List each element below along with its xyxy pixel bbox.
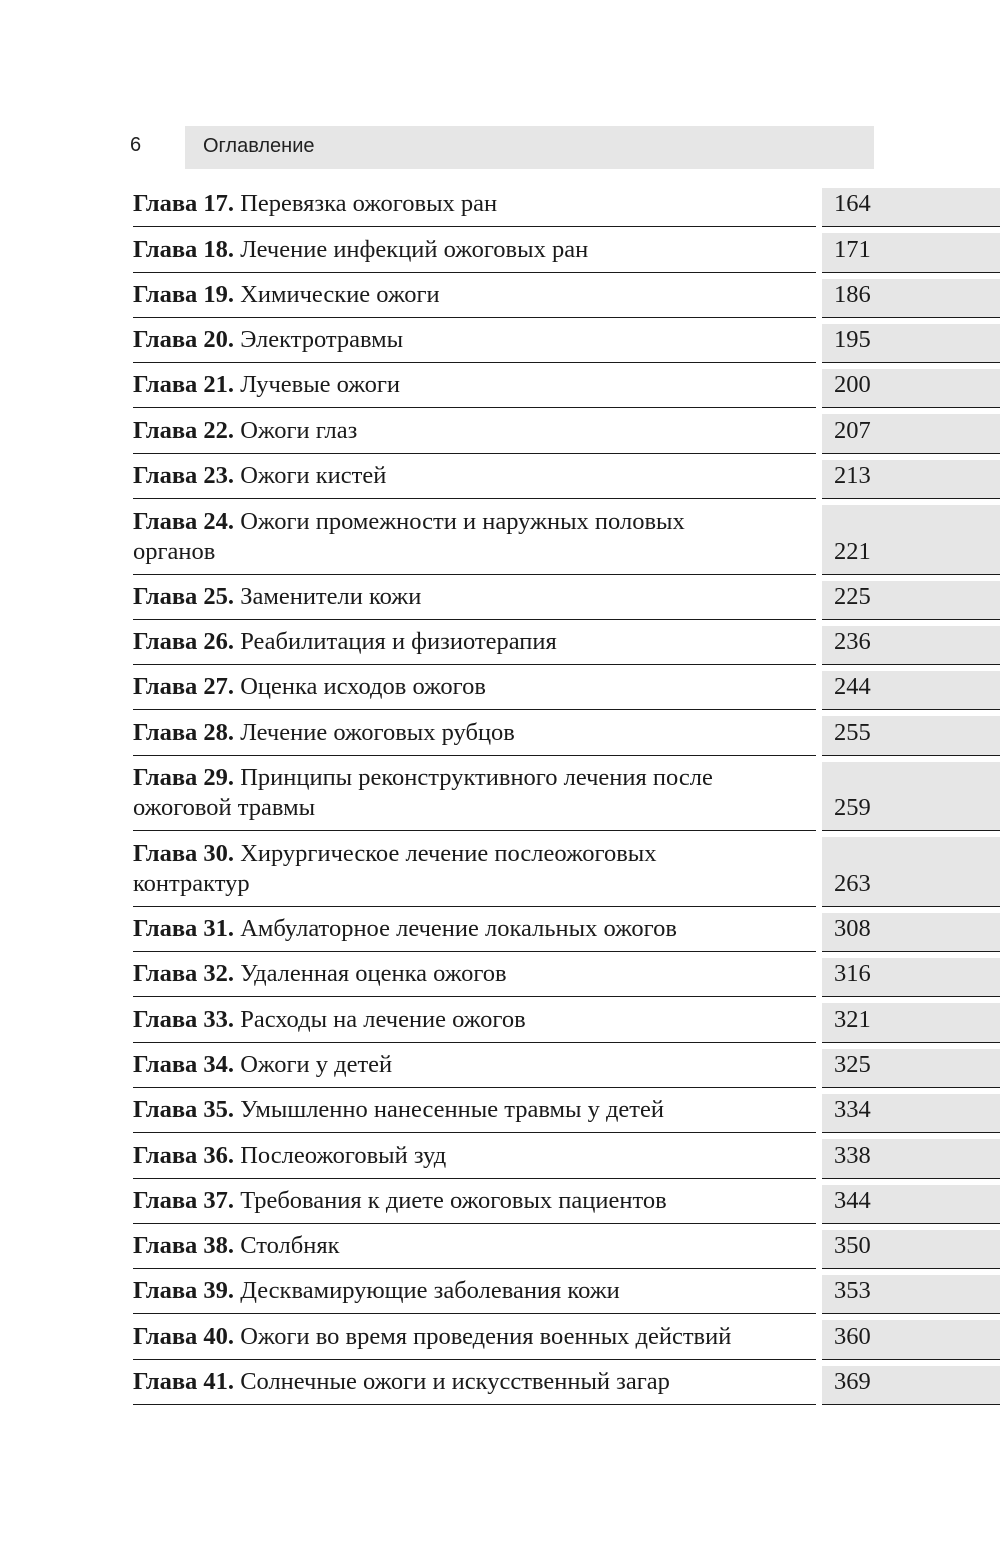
toc-page-number: 200	[834, 371, 871, 399]
toc-entry-line	[133, 189, 497, 219]
toc-page-number: 244	[834, 673, 871, 701]
chapter-label: Глава 41.	[133, 1368, 235, 1396]
toc-entry-line	[133, 959, 507, 989]
toc-page-number: 186	[834, 280, 871, 308]
toc-page-number: 236	[834, 628, 871, 656]
toc-entry-title	[133, 1088, 816, 1133]
toc-entry[interactable]	[133, 1360, 1000, 1405]
toc-page-cell	[822, 837, 1000, 907]
toc-entry-title	[133, 952, 816, 997]
toc-entry[interactable]	[133, 454, 1000, 499]
toc-entry-title	[133, 1314, 816, 1359]
toc-entry-line	[133, 507, 685, 537]
toc-entry-line	[133, 763, 713, 793]
toc-page-number: 338	[834, 1141, 871, 1169]
toc-page-number: 263	[834, 869, 871, 897]
chapter-title: Десквамирующие заболевания кожи	[240, 1277, 620, 1305]
toc-page-cell	[822, 1230, 1000, 1269]
toc-page-cell	[822, 188, 1000, 227]
chapter-title: Хирургическое лечение послеожоговых	[240, 839, 657, 867]
chapter-title: Ожоги кистей	[240, 462, 387, 490]
toc-page-number: 344	[834, 1186, 871, 1214]
chapter-title: Удаленная оценка ожогов	[240, 960, 507, 988]
toc-page-number: 325	[834, 1050, 871, 1078]
toc-page-cell	[822, 581, 1000, 620]
chapter-label: Глава 37.	[133, 1186, 235, 1214]
toc-entry[interactable]	[133, 182, 1000, 227]
toc-entry-title	[133, 1224, 816, 1269]
toc-entry-line	[133, 627, 557, 657]
toc-entry-line	[133, 1141, 446, 1171]
toc-page-number: 207	[834, 416, 871, 444]
chapter-title: Расходы на лечение ожогов	[240, 1005, 526, 1033]
toc-page-number: 321	[834, 1005, 871, 1033]
toc-page-number: 308	[834, 915, 871, 943]
toc-page-number: 353	[834, 1277, 871, 1305]
running-head-band	[185, 126, 874, 169]
chapter-title: Электротравмы	[240, 326, 404, 354]
toc-entry[interactable]	[133, 318, 1000, 363]
chapter-label: Глава 25.	[133, 582, 235, 610]
toc-page-cell	[822, 279, 1000, 318]
chapter-label: Глава 23.	[133, 462, 235, 490]
toc-entry-line	[133, 325, 403, 355]
toc-entry-title	[133, 907, 816, 952]
toc-entry[interactable]	[133, 907, 1000, 952]
toc-entry-line	[133, 370, 400, 400]
toc-entry[interactable]	[133, 710, 1000, 755]
toc-entry-title	[133, 1269, 816, 1314]
toc-page-number: 171	[834, 235, 871, 263]
chapter-label: Глава 18.	[133, 235, 235, 263]
toc-page-cell	[822, 460, 1000, 499]
chapter-label: Глава 26.	[133, 628, 235, 656]
chapter-label: Глава 19.	[133, 280, 235, 308]
toc-entry[interactable]	[133, 575, 1000, 620]
toc-page-cell	[822, 1320, 1000, 1359]
toc-entry-title	[133, 227, 816, 272]
toc-entry-line	[133, 461, 386, 491]
toc-entry-line	[133, 793, 713, 823]
toc-entry[interactable]	[133, 1043, 1000, 1088]
toc-entry-title	[133, 408, 816, 453]
toc-entry-line	[133, 1186, 667, 1216]
toc-entry[interactable]	[133, 1088, 1000, 1133]
chapter-label: Глава 34.	[133, 1050, 235, 1078]
chapter-label: Глава 38.	[133, 1232, 235, 1260]
toc-page-number: 213	[834, 462, 871, 490]
chapter-label: Глава 22.	[133, 416, 235, 444]
toc-page-cell	[822, 414, 1000, 453]
toc-entry-title	[133, 620, 816, 665]
toc-entry-title	[133, 1179, 816, 1224]
toc-page-cell	[822, 1185, 1000, 1224]
toc-page-cell	[822, 1049, 1000, 1088]
toc-page-cell	[822, 716, 1000, 755]
chapter-title: Лечение инфекций ожоговых ран	[240, 235, 589, 263]
toc-page-cell	[822, 233, 1000, 272]
toc-entry-line	[133, 1231, 340, 1261]
toc-entry[interactable]	[133, 831, 1000, 907]
toc-entry-title	[133, 831, 816, 907]
chapter-title: Ожоги во время проведения военных действий	[240, 1322, 732, 1350]
chapter-title: Химические ожоги	[240, 280, 440, 308]
toc-entry-line	[133, 869, 657, 899]
chapter-title: Лучевые ожоги	[240, 371, 401, 399]
toc-page-number: 369	[834, 1368, 871, 1396]
chapter-title: Солнечные ожоги и искусственный загар	[240, 1368, 670, 1396]
toc-entry[interactable]	[133, 1314, 1000, 1359]
toc-page-cell	[822, 958, 1000, 997]
toc-entry[interactable]	[133, 1179, 1000, 1224]
toc-page-cell	[822, 1139, 1000, 1178]
toc-entry[interactable]	[133, 997, 1000, 1042]
page-number: 6	[130, 134, 142, 156]
chapter-label: Глава 27.	[133, 673, 235, 701]
chapter-title: Ожоги глаз	[240, 416, 358, 444]
toc-page-number: 360	[834, 1322, 871, 1350]
chapter-label: Глава 28.	[133, 718, 235, 746]
chapter-label: Глава 40.	[133, 1322, 235, 1350]
chapter-title: Послеожоговый зуд	[240, 1141, 447, 1169]
toc-page-number: 316	[834, 960, 871, 988]
toc-page-number: 195	[834, 326, 871, 354]
chapter-label: Глава 21.	[133, 371, 235, 399]
toc-page-cell	[822, 1366, 1000, 1405]
toc-entry-title	[133, 363, 816, 408]
chapter-title: Реабилитация и физиотерапия	[240, 628, 557, 656]
chapter-title: Перевязка ожоговых ран	[240, 190, 498, 218]
toc-page-cell	[822, 762, 1000, 832]
toc-entry[interactable]	[133, 408, 1000, 453]
chapter-title: Оценка исходов ожогов	[240, 673, 486, 701]
toc-entry-line	[133, 235, 588, 265]
toc-entry-title	[133, 756, 816, 832]
chapter-title: контрактур	[133, 869, 250, 897]
chapter-title: Столбняк	[240, 1232, 340, 1260]
table-of-contents	[0, 182, 1000, 1405]
toc-page-number: 221	[834, 537, 871, 565]
toc-page-cell	[822, 1094, 1000, 1133]
chapter-label: Глава 20.	[133, 326, 235, 354]
toc-entry[interactable]	[133, 499, 1000, 575]
toc-page-number: 164	[834, 190, 871, 218]
toc-entry-line	[133, 1095, 664, 1125]
toc-entry-line	[133, 537, 685, 567]
toc-page-number: 225	[834, 582, 871, 610]
toc-entry-title	[133, 454, 816, 499]
toc-entry-title	[133, 1043, 816, 1088]
toc-entry-title	[133, 1360, 816, 1405]
toc-entry[interactable]	[133, 756, 1000, 832]
chapter-label: Глава 31.	[133, 915, 235, 943]
toc-entry-line	[133, 718, 515, 748]
toc-entry-title	[133, 997, 816, 1042]
running-head-title: Оглавление	[203, 135, 315, 157]
toc-page-cell	[822, 1003, 1000, 1042]
toc-page-cell	[822, 369, 1000, 408]
chapter-label: Глава 32.	[133, 960, 235, 988]
toc-page-cell	[822, 324, 1000, 363]
toc-page-number: 350	[834, 1232, 871, 1260]
toc-entry[interactable]	[133, 1224, 1000, 1269]
toc-entry-line	[133, 839, 657, 869]
chapter-label: Глава 24.	[133, 507, 235, 535]
toc-entry-title	[133, 273, 816, 318]
toc-entry[interactable]	[133, 273, 1000, 318]
toc-page-cell	[822, 626, 1000, 665]
toc-page-cell	[822, 913, 1000, 952]
toc-page-cell	[822, 505, 1000, 575]
toc-entry-title	[133, 318, 816, 363]
chapter-label: Глава 35.	[133, 1096, 235, 1124]
toc-entry-line	[133, 1276, 620, 1306]
chapter-title: Лечение ожоговых рубцов	[240, 718, 515, 746]
chapter-label: Глава 36.	[133, 1141, 235, 1169]
toc-entry[interactable]	[133, 952, 1000, 997]
toc-entry[interactable]	[133, 1133, 1000, 1178]
toc-entry-title	[133, 182, 816, 227]
toc-entry[interactable]	[133, 227, 1000, 272]
toc-entry-line	[133, 914, 677, 944]
chapter-title: Заменители кожи	[240, 582, 422, 610]
chapter-label: Глава 30.	[133, 839, 235, 867]
toc-entry-line	[133, 582, 421, 612]
toc-page-cell	[822, 1275, 1000, 1314]
toc-entry[interactable]	[133, 363, 1000, 408]
toc-entry-title	[133, 1133, 816, 1178]
toc-entry-line	[133, 280, 440, 310]
toc-entry[interactable]	[133, 620, 1000, 665]
toc-page-number: 259	[834, 794, 871, 822]
chapter-title: Принципы реконструктивного лечения после	[240, 764, 713, 792]
chapter-title: Требования к диете ожоговых пациентов	[240, 1186, 667, 1214]
toc-entry-line	[133, 1005, 526, 1035]
toc-entry-title	[133, 710, 816, 755]
chapter-title: ожоговой травмы	[133, 794, 316, 822]
toc-entry-title	[133, 665, 816, 710]
chapter-title: Умышленно нанесенные травмы у детей	[240, 1096, 664, 1124]
running-head	[0, 126, 1000, 169]
chapter-label: Глава 17.	[133, 190, 235, 218]
toc-page-number: 255	[834, 718, 871, 746]
toc-entry-line	[133, 1050, 392, 1080]
chapter-title: органов	[133, 537, 216, 565]
chapter-label: Глава 29.	[133, 764, 235, 792]
toc-page-number: 334	[834, 1096, 871, 1124]
toc-entry-line	[133, 1367, 670, 1397]
chapter-title: Амбулаторное лечение локальных ожогов	[240, 915, 677, 943]
toc-entry[interactable]	[133, 665, 1000, 710]
toc-entry-line	[133, 416, 357, 446]
chapter-label: Глава 33.	[133, 1005, 235, 1033]
toc-entry[interactable]	[133, 1269, 1000, 1314]
toc-page-cell	[822, 671, 1000, 710]
chapter-title: Ожоги промежности и наружных половых	[240, 507, 685, 535]
toc-entry-line	[133, 1322, 731, 1352]
toc-entry-title	[133, 575, 816, 620]
chapter-label: Глава 39.	[133, 1277, 235, 1305]
toc-entry-line	[133, 672, 486, 702]
toc-entry-title	[133, 499, 816, 575]
chapter-title: Ожоги у детей	[240, 1050, 393, 1078]
